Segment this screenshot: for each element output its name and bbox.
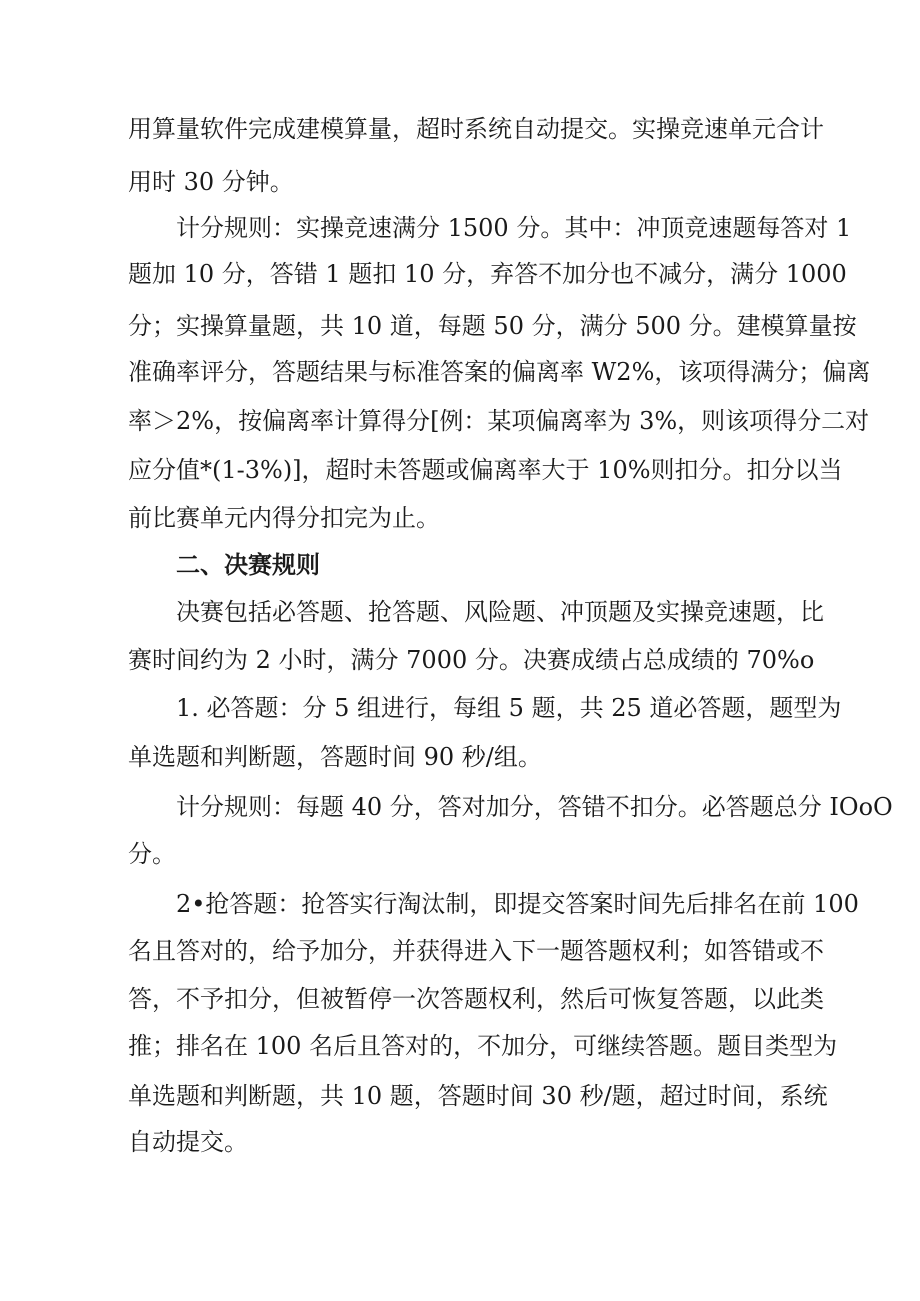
paragraph-line: 答，不予扣分，但被暂停一次答题权利，然后可恢复答题，以此类 <box>128 985 824 1013</box>
paragraph-line: 决赛包括必答题、抢答题、风险题、冲顶题及实操竞速题，比 <box>176 598 824 626</box>
paragraph-line: 题加 10 分，答错 1 题扣 10 分，弃答不加分也不减分，满分 1000 <box>128 260 847 288</box>
paragraph-line: 2•抢答题：抢答实行淘汰制，即提交答案时间先后排名在前 100 <box>176 890 859 918</box>
paragraph-line: 名且答对的，给予加分，并获得进入下一题答题权利；如答错或不 <box>128 937 824 965</box>
paragraph-line: 用时 30 分钟。 <box>128 168 294 196</box>
paragraph-line: 单选题和判断题，共 10 题，答题时间 30 秒/题，超过时间，系统 <box>128 1082 828 1110</box>
paragraph-line: 前比赛单元内得分扣完为止。 <box>128 504 440 532</box>
paragraph-line: 自动提交。 <box>128 1128 248 1156</box>
paragraph-line: 分。 <box>128 840 176 868</box>
paragraph-line: 单选题和判断题，答题时间 90 秒/组。 <box>128 743 542 771</box>
paragraph-line: 分；实操算量题，共 10 道，每题 50 分，满分 500 分。建模算量按 <box>128 312 857 340</box>
paragraph-line: 准确率评分，答题结果与标准答案的偏离率 W2%，该项得满分；偏离 <box>128 358 871 386</box>
paragraph-line: 率＞2%，按偏离率计算得分[例：某项偏离率为 3%，则该项得分二对 <box>128 407 870 435</box>
paragraph-line: 应分值*(1-3%)]，超时未答题或偏离率大于 10%则扣分。扣分以当 <box>128 456 843 484</box>
paragraph-line: 用算量软件完成建模算量，超时系统自动提交。实操竞速单元合计 <box>128 115 824 143</box>
section-heading: 二、决赛规则 <box>176 551 320 579</box>
paragraph-line: 计分规则：实操竞速满分 1500 分。其中：冲顶竞速题每答对 1 <box>176 214 852 242</box>
paragraph-line: 计分规则：每题 40 分，答对加分，答错不扣分。必答题总分 IOoO <box>176 793 893 821</box>
paragraph-line: 赛时间约为 2 小时，满分 7000 分。决赛成绩占总成绩的 70%o <box>128 646 815 674</box>
paragraph-line: 1. 必答题：分 5 组进行，每组 5 题，共 25 道必答题，题型为 <box>176 694 842 722</box>
paragraph-line: 推；排名在 100 名后且答对的，不加分，可继续答题。题目类型为 <box>128 1032 838 1060</box>
